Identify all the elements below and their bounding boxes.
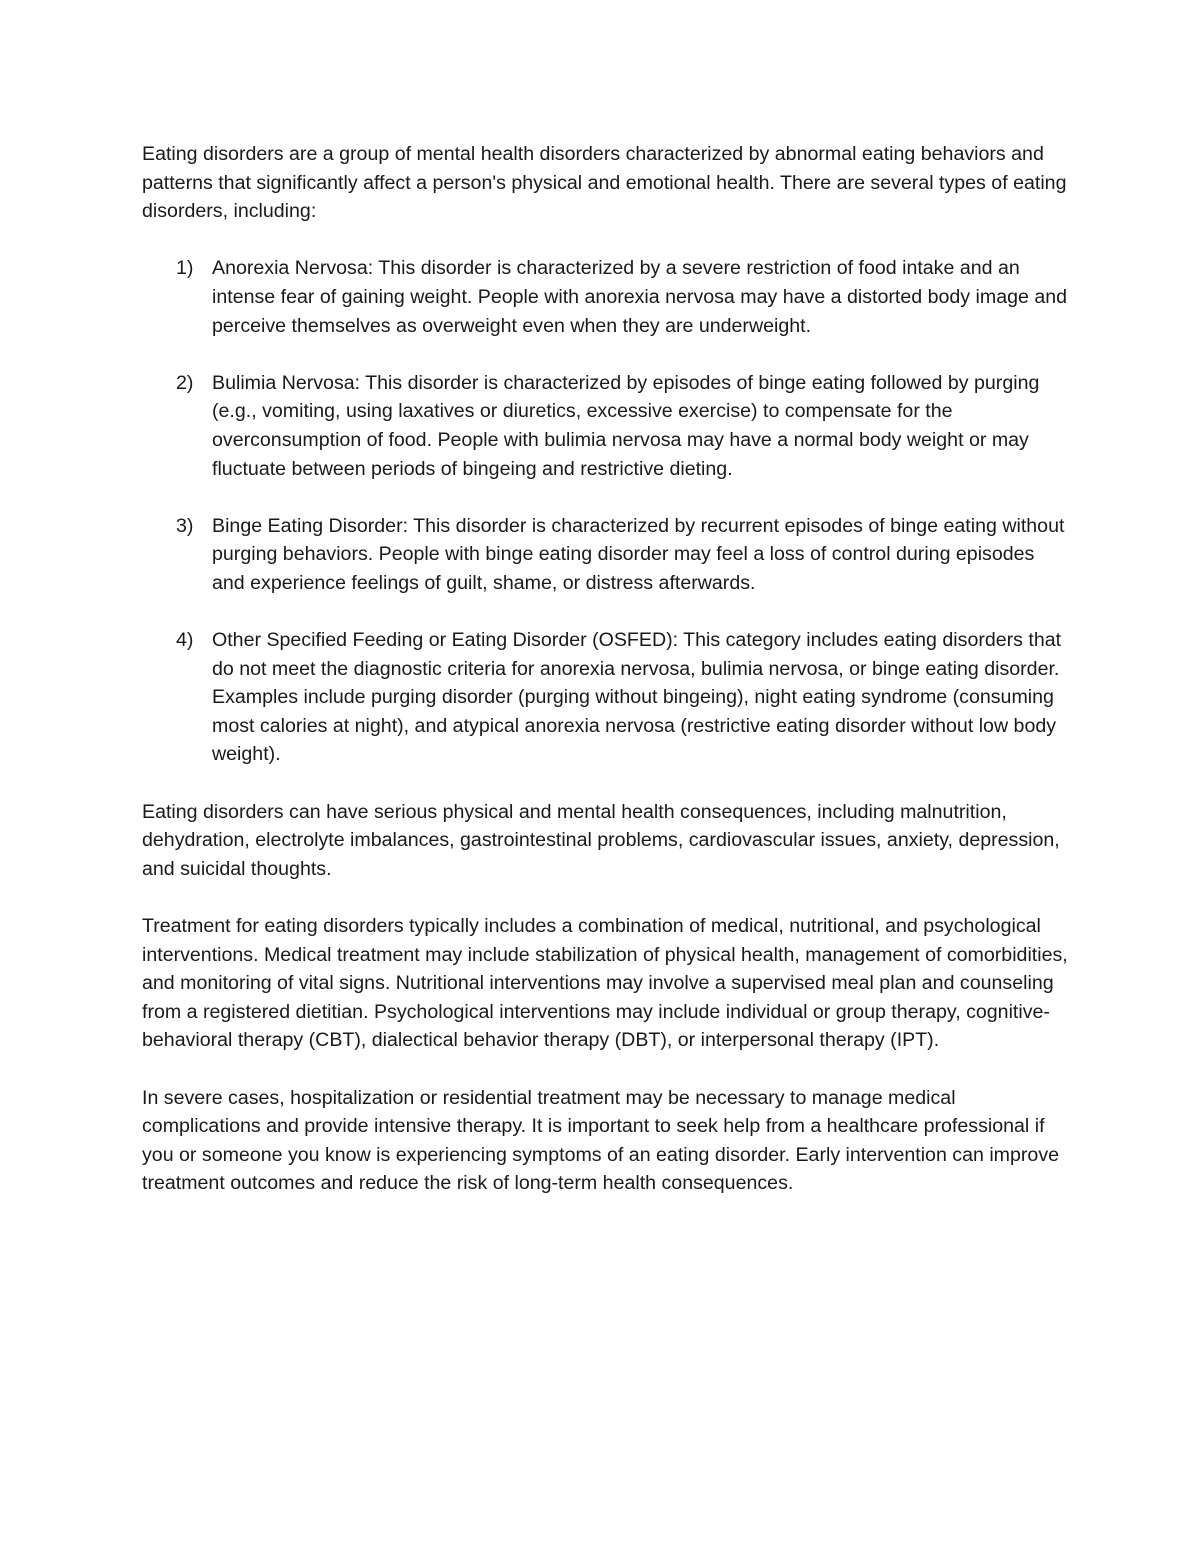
severe-cases-paragraph: In severe cases, hospitalization or residential treatment may be necessary to manage medical complications and provide intensive therapy. It is important to seek help from a healthcare professional if you or someone you know is experiencing symptoms of an eating disorder. Early intervention can improve treatment outcomes and reduce the risk of long-term health consequences. [142, 1086, 1060, 1195]
list-item-number: 1) [176, 257, 194, 280]
list-item [142, 512, 1072, 598]
list-item-text: Anorexia Nervosa: This disorder is characterized by a severe restriction of food intake and an intense fear of gaining weight. People with anorexia nervosa may have a distorted body image and perceive themselves as overweight even when they are underweight. [212, 257, 1068, 337]
list-item-text: Binge Eating Disorder: This disorder is characterized by recurrent episodes of binge eating without purging behaviors. People with binge eating disorder may feel a loss of control during episodes and experience feelings of guilt, shame, or distress afterwards. [212, 514, 1065, 594]
list-item-number: 3) [176, 514, 194, 537]
list-item-number: 2) [176, 371, 194, 394]
disorder-list [142, 254, 1072, 769]
list-item-text: Bulimia Nervosa: This disorder is characterized by episodes of binge eating followed by purging (e.g., vomiting, using laxatives or diuretics, excessive exercise) to compensate for the overconsumption of food. People with bulimia nervosa may have a normal body weight or may fluctuate between periods of bingeing and restrictive dieting. [212, 371, 1040, 480]
list-item-number: 4) [176, 629, 194, 652]
list-item [142, 626, 1072, 769]
intro-paragraph: Eating disorders are a group of mental health disorders characterized by abnormal eating behaviors and patterns that significantly affect a person's physical and emotional health. There are several types of eating disorders, including: [142, 143, 1067, 223]
document-page [142, 140, 1072, 1227]
list-item-text: Other Specified Feeding or Eating Disorder (OSFED): This category includes eating disorders that do not meet the diagnostic criteria for anorexia nervosa, bulimia nervosa, or binge eating disorder. Examples include purging disorder (purging without bingeing), night eating syndrome (consuming most calories at night), and atypical anorexia nervosa (restrictive eating disorder without low body weight). [212, 629, 1062, 766]
treatment-paragraph: Treatment for eating disorders typically includes a combination of medical, nutritional, and psychological interventions. Medical treatment may include stabilization of physical health, management of comorbidities, and monitoring of vital signs. Nutritional interventions may involve a supervised meal plan and counseling from a registered dietitian. Psychological interventions may include individual or group therapy, cognitive-behavioral therapy (CBT), dialectical behavior therapy (DBT), or interpersonal therapy (IPT). [142, 915, 1068, 1052]
consequences-paragraph: Eating disorders can have serious physical and mental health consequences, including malnutrition, dehydration, electrolyte imbalances, gastrointestinal problems, cardiovascular issues, anxiety, depression, and suicidal thoughts. [142, 800, 1060, 880]
list-item [142, 369, 1072, 483]
list-item [142, 254, 1072, 340]
